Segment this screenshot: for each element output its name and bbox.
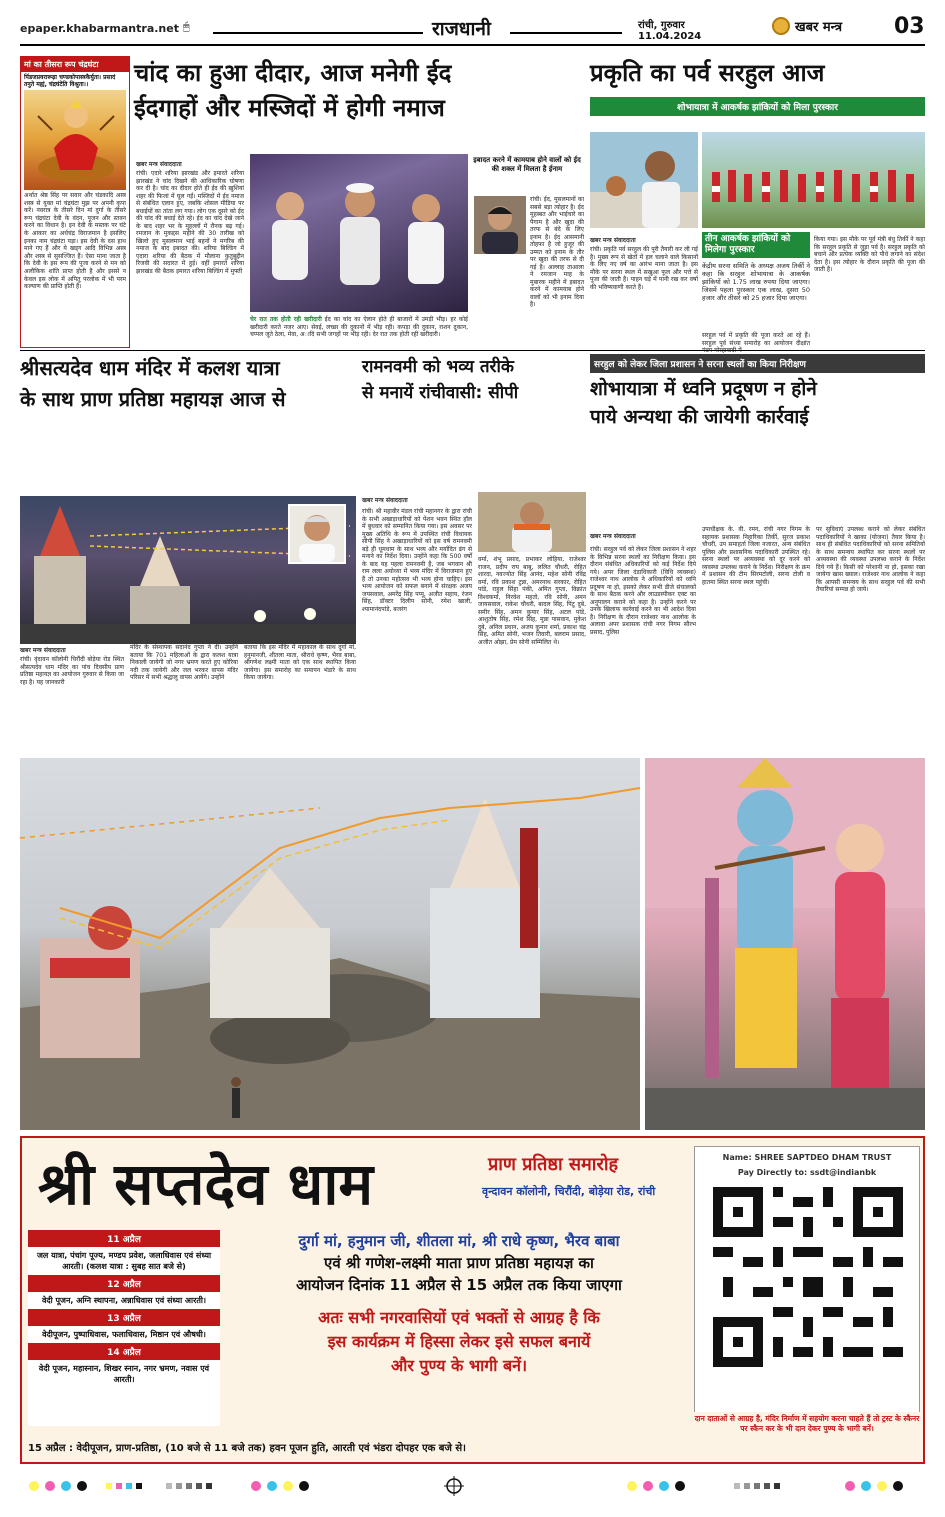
- eid-children-illustration: [250, 154, 468, 312]
- eid-market-text: ईद का चांद का ऐलान होते ही बाजारों में उमड़ी भीड़। हर कोई खरीदारी करते नजर आए। सेवई, लच्छा की दुकानों में भीड़ रही। कपड़ा की दुकान, राशन दुकान, चप्पल जूते ठेला, मेवा, अादि सभी जगहों पर भीड़ रही। देर रात तक होती रही खरीदारी।: [250, 316, 468, 338]
- event-day-4-date: 14 अप्रैल: [28, 1343, 220, 1360]
- sarhul-col2: किया गया। इस मौके पर पूर्व मंत्री बंधु तिर्की ने कहा कि सरहुल प्रकृति से जुड़ा पर्व है। सरहुल प्रकृति को बचाने और प्रत्येक व्यक्ति को पौधे लगाने का संदेश देता है। इस त्योहार के दौरान प्रकृति की पूजा की जाती है।: [814, 236, 925, 273]
- qr-name: Name: SHREE SAPTDEO DHAM TRUST: [722, 1153, 892, 1162]
- ram-headline-2[interactable]: से मनायें रांचीवासी: सीपी: [362, 383, 519, 403]
- event-day-2-date: 12 अप्रैल: [28, 1275, 220, 1292]
- header-date: 11.04.2024: [638, 31, 702, 42]
- temple-complex-illustration: [20, 758, 640, 1130]
- krishna-photo: [645, 758, 925, 1130]
- eid-col1: रांची। एदारे शरिया झारखंड और इमारते शरिया झारखंड ने चांद दिखने की आधिकारिक घोषणा कर दी है। चांद का दीदार होते ही ईद की खुशियां शहर की फिजां में घुल गईं। मस्जिदों में ईद नमाज से संबंधित एलान हुए, जबकि शोसल मीडिया पर बधाईयों का तांता लग गया। लोग एक दूसरे को ईद की चांद की बधाई देते रहे। ईद का चांद देखे जाने के बाद शहर भर के मुहल्लों में रौनक बढ़ गई। रमजान के मुकद्दस महीने की 30 तारीख को खिल्ते हुए मुसलमान भाई बहनों ने मगरिब की नमाज के बाद इबादत की। शरिया बिल्डिंग में एदारा शरिया की बैठक में मौलाना कुतुबुद्दीन रिजवी की सदारत में हुई। वहीं इमारते शरिया झारखंड की बैठक इमारत शरिया बिल्डिंग में मुफ्ती: [136, 170, 244, 275]
- event-day-3: [28, 1309, 220, 1343]
- dancers-illustration: [702, 132, 925, 228]
- pollution-col2: उपाधीक्षक के. वी. रमन, रांची नगर निगम के सहायक प्रशासक निहारिका तिर्की, सुरज प्रकाश चौधरी, उप समाहर्ता जिला नजारत, अन्य संबंधित पुलिस और प्रशासनिक पदाधिकारी उपस्थित रहे। सरना स्थलों पर अव्यवस्था को दूर करने को व्यवस्था उपलब्ध कराने के निर्देश। निरीक्षण के क्रम में प्रशासन की टीम सिरमटोली, सरना टोली व हातमा स्थित सरना स्थल पहुंची।: [702, 526, 810, 586]
- durga-column: [20, 56, 130, 348]
- eid-headline-2[interactable]: ईदगाहों और मस्जिदों में होगी नमाज: [134, 94, 445, 122]
- pollution-kicker: सरहुल को लेकर जिला प्रशासन ने सरना स्थलों का किया निरीक्षण: [590, 354, 925, 373]
- durga-image: [24, 90, 126, 190]
- founder-portrait-illustration: [290, 506, 344, 562]
- qr-code-icon[interactable]: [713, 1187, 903, 1367]
- ram-headline-1[interactable]: रामनवमी को भव्य तरीके: [362, 357, 514, 377]
- kalash-col2: मंदिर के संस्थापक सदानंद गुप्ता ने दी। उन्होंने बताया कि 701 महिलाओं के द्वारा कलश यात्रा निकाली जायेगी जो नगर भ्रमण करते हुए कोरिया नदी तक जायेगी और जल भरकर वापस मंदिर परिसर में सभी श्रद्धालु वापस आयेंगे। उन्होंने: [130, 644, 238, 681]
- kalash-headline-1-text: श्रीसत्यदेव धाम मंदिर में कलश यात्रा: [20, 356, 280, 380]
- ramnavami-story: [362, 354, 586, 750]
- durga-mantra: पिंडजप्रवरारूढ़ा चण्डकोपास्त्रकैर्युता। प्रसादं तनुते मह्यं, चंद्रघंटेति विश्रुता।।: [24, 74, 116, 88]
- ad-body-line-2: एवं श्री गणेश-लक्ष्मी माता प्राण प्रतिष्ठा महायज्ञ का: [324, 1254, 594, 1272]
- pollution-headline-2[interactable]: पाये अन्यथा की जायेगी कार्रवाई: [590, 406, 809, 428]
- ad-appeal-line-1: अतः सभी नगरवासियों एवं भक्तों से आग्रह है कि: [318, 1308, 600, 1327]
- ad-body-line-3: आयोजन दिनांक 11 अप्रैल से 15 अप्रैल तक किया जाएगा: [296, 1276, 622, 1294]
- event-day-4: [28, 1343, 220, 1388]
- ad-appeal-line-2: इस कार्यक्रम में हिस्सा लेकर इसे सफल बनायें: [327, 1332, 591, 1351]
- ad-title[interactable]: श्री सप्तदेव धाम: [38, 1150, 374, 1218]
- eid-side-head: इबादत करने में कामयाब होने वालों को ईद की शक्ल में मिलता है ईनाम: [473, 156, 581, 173]
- sarhul-col3: सरहुल पर्व में प्रकृति की पूजा करते आ रहे हैं। सरहुल पूर्व संध्या समारोह का आयोजन दीक्षांत: [702, 332, 810, 347]
- ad-footer: 15 अप्रैल : वेदीपूजन, प्राण-प्रतिष्ठा, (10 बजे से 11 बजे तक) हवन पूजन हुति, आरती एवं भंडरा दोपहर एक बजे से।: [28, 1443, 466, 1454]
- qr-pay: Pay Directly to: ssdt@indianbk: [737, 1168, 877, 1177]
- eid-photo: [250, 154, 468, 312]
- page-number: 03: [894, 14, 925, 39]
- kalash-col3: बताया कि इस मंदिर में महाकाल के साथ दुर्गा मां, हनुमानजी, शीतला माता, श्रीराधे कृष्ण, भैरव बाबा, श्रीगणेश लक्ष्मी माता को एक साथ स्थापित किया जायेगा। इस समारोह का समापन भंडारे के साथ किया जायेगा।: [244, 644, 356, 681]
- event-day-2: [28, 1275, 220, 1309]
- eid-story: [134, 56, 584, 348]
- kalash-byline: खबर मन्त्र संवाददाता: [20, 647, 66, 654]
- cp-singh-illustration: [478, 492, 586, 552]
- ad-appeal-line-3: और पुण्य के भागी बनें।: [390, 1356, 528, 1375]
- ad-donation: दान दाताओं से आग्रह है, मंदिर निर्माण में सहयोग करना चाहते हैं तो ट्रस्ट के स्कैनर पर स्कैन कर के भी दान देकर पुण्य के भागी बनें।: [694, 1414, 920, 1433]
- ram-photo: [478, 492, 586, 552]
- ram-byline: खबर मन्त्र संवाददाता: [362, 497, 408, 504]
- ad-body: [228, 1230, 690, 1378]
- kalash-story: [20, 354, 356, 750]
- event-day-3-date: 13 अप्रैल: [28, 1309, 220, 1326]
- pollution-headline-1[interactable]: शोभायात्रा में ध्वनि प्रदूषण न होने: [590, 378, 817, 400]
- kalash-portrait: [288, 504, 346, 564]
- eid-women: [250, 318, 468, 348]
- event-day-1: [28, 1230, 220, 1275]
- section-title: राजधानी: [432, 18, 491, 40]
- pollution-byline: खबर मन्त्र संवाददाता: [590, 533, 636, 540]
- kalash-col1: रांची। वृंदावन कॉलोनी चिरौंदी बोड़ेया रोड स्थित श्रीसत्यदेव धाम मंदिर का पांच दिवसीय प्राण प्रतिष्ठा महायज्ञ का आयोजन गुरुवार से किया जा रहा है। यह जानकारी: [20, 656, 124, 686]
- sarhul-box-head: तीन आकर्षक झांकियों को मिलेगा पुरस्कार: [702, 232, 810, 258]
- kalash-headline-2[interactable]: के साथ प्राण प्रतिष्ठा महायज्ञ आज से: [20, 387, 286, 411]
- temple-photo: [20, 758, 640, 1130]
- brand-logo: [772, 17, 790, 35]
- cursor-icon: 🖱: [183, 20, 190, 33]
- ad-qr-panel: [694, 1146, 920, 1422]
- pollution-col1: रांची। सरहुल पर्व को लेकर जिला प्रशासन ने शहर के विभिन्न सरना स्थलों का निरीक्षण किया। इस दौरान संबंधित अधिकारियों को कई निर्देश दिये गये। अपर जिला दंडाधिकारी (विधि व्यवस्था) राजेश्वर नाथ आलोक ने अधिकारियों को ध्वनि प्रदूषण ना हो, इसको लेकर सभी डीजे संचालकों के साथ बैठक करने और लाउडस्पीकर एक्ट का अनुपालन कराने को कहा है। उन्होंने करने पर उनके खिलाफ कार्रवाई करने का भी आदेश दिया है। निरीक्षण के दौरान राजेश्वर नाथ आलोक के अलावा अपर प्रशासक रांची नगर निगम सौरभ प्रसाद, पुलिस: [590, 546, 696, 636]
- ram-col1: रांची। श्री महावीर मंडल रांची महानगर के द्वारा रांची के सभी अखाड़ाधारियों को पेंशन भवन स्थित हॉल में बुधवार को सम्मानित किया गया। इस अवसर पर मुख्य अतिथि के रूप में उपस्थित रांची विधायक सीपी सिंह ने अखाड़ाधारियों को इस वर्ष रामनवमी बड़े ही धूमधाम के साथ भव्य और मर्यादित ढंग से मनाने का निर्देश दिया। उन्होंने कहा कि 500 वर्षों के बाद यह पहला रामनवमी है, जब भगवान श्री राम लला अयोध्या में भव्य मंदिर में विराजमान हुए हैं तो उनका महोत्सव भी भव्य होना चाहिए। इस भव्य आयोजन को सफल बनाने में संरक्षक अजय जयसवाल, अमरेंद्र सिंह पप्पू, अजीत सहाय, रंजन सिंह, डॉक्टर दिलीप सोनी, रमेश खाली, श्यामानंदपांडे, बजरंग: [362, 508, 472, 613]
- sarhul-col1: रांची। प्रकृति पर्व सरहुल की पूरी तैयारी कर ली गई है। मुख्य रूप से खेतों में हल चलाने वाले किसानों के लिए नए वर्ष का आरंभ माना जाता है। इस मौके पर सरना स्थल में सखुआ फूल और पत्ते से पूजा की जाती है। पाहन घड़े में पानी रख कर वर्षा की भविष्यवाणी करते हैं।: [590, 246, 698, 291]
- radha-krishna-illustration: [645, 758, 925, 1130]
- event-day-1-text: जल यात्रा, पंचांग पूज्य, मण्डप प्रवेश, जलाधिवास एवं संध्या आरती। (कलश यात्रा : सुबह सात बजे से): [36, 1251, 212, 1271]
- sarhul-box-text: केंद्रीय सरना समिति के अध्यक्ष अजय तिर्की ने कहा कि सरहुल शोभायात्रा के आकर्षक झांकियों को 1.75 लाख रुपया दिया जाएगा। जिसमें पहला पुरस्कार एक लाख, दूसरा 50 हजार और तीसरे को 25 हजार दिया जाएगा।: [702, 262, 810, 302]
- eid-caption-1: चेर रात तक होती रही खरीदारी: [250, 316, 322, 323]
- sarhul-headline[interactable]: प्रकृति का पर्व सरहुल आज: [590, 59, 825, 87]
- eid-side-text: रांची। ईद, मुसलमानों का सबसे बड़ा त्योहार है। ईद मुहब्बत और भाईचारे का पैगाम है और खुदा की तरफ से बंदे के लिए इनाम है। ईद आसमानी तोहफा है जो हुजूर की उम्मत को इनाम के तौर पर खुदा की तरफ से दी गई है। अल्लाह ताआला ने रमजान माह के मुबारक महीने में इबादत करने में कामयाब होने वालों को भी इनाम दिया है।: [530, 196, 584, 308]
- color-registration-icon: [20, 1476, 925, 1496]
- elder-man-illustration: [590, 132, 698, 228]
- temple-ad: [20, 1136, 925, 1464]
- ad-address: वृन्दावन कॉलोनी, चिरौंदी, बोड़ेया रोड, रांची: [482, 1185, 656, 1198]
- registration-marks: [20, 1476, 925, 1496]
- ram-col2: वर्मा, शंभू प्रसाद, प्रभाकर लोहिया, राजेश्वर राजन, प्रदीप राय बाबू, ललित चौधरी, रोहित शारदा, नवज्योत सिंह आनंद, महेश सोनी रविंद्र वर्मा, रवि प्रकाश टुन्ना, अमरनाथ सरकार, रोहित पांडे, राहुल सिंहा पंकी, अमित गुप्ता, विक्रांत विश्वकर्मा, निरवेश महतो, रवि सोनी, अमन जायसवाल, राकेश चौधरी, बादल सिंह, पिंटू दुबे, समीर सिंह, अमन कुमार सिंह, अटल पांडे, आशुतोष सिंह, रमेश सिंह, मुन्ना पासवान, मुकेश दुबे, अनिल प्रधान, अजय कुमार शर्मा, प्रकाश चंद्र सिंह, अमित सोनी, भजन तिवारी, बलराम प्रसाद, अजीत ओझा, प्रेम सोनी सम्मिलित थे।: [478, 556, 586, 646]
- event-day-4-text: वेदी पूजन, महास्नान, शिखर स्नान, नगर भ्रमण, नवास एवं आरती।: [38, 1364, 210, 1384]
- goddess-illustration: [24, 90, 128, 190]
- pollution-col3: पर सुविधाएं उपलब्ध कराने को लेकर संबंधित पदाधिकारियों ने खाका (योजना) तैयार किया है। साथ ही संबंधित पदाधिकारियों को सरना समितियों के साथ समन्वय स्थापित कर सरना स्थलों पर अव्यवस्था की व्यवस्था उपलब्ध कराने के निर्देश दिये गये हैं। किसी को परेशानी ना हो, इसका रखा जायेगा खास ख्याल। राजेश्वर नाथ आलोक ने कहा कि आपसी समन्वय के साथ सरहुल पर्व की सभी तैयारियां सम्पन्न हो जाये।: [816, 526, 925, 593]
- site-url[interactable]: epaper.khabarmantra.net: [20, 22, 179, 35]
- event-day-1-date: 11 अप्रैल: [28, 1230, 220, 1247]
- eid-byline: खबर मन्त्र संवाददाता: [136, 161, 182, 168]
- sarhul-byline: खबर मन्त्र संवाददाता: [590, 237, 636, 244]
- header-city-day: रांची, गुरुवार: [638, 20, 685, 31]
- kalash-headline-1[interactable]: [20, 354, 356, 381]
- sarhul-ribbon: शोभायात्रा में आकर्षक झांकियों को मिला पुरस्कार: [590, 97, 925, 116]
- event-day-3-text: वेदीपूजन, पुष्पाधिवास, फलाधिवास, मिष्ठान एवं औषधी।: [42, 1330, 206, 1339]
- eid-headline-1[interactable]: चांद का हुआ दीदार, आज मनेगी ईद: [134, 59, 452, 87]
- durga-title: मां का तीसरा रूप चंद्रघंटा: [21, 57, 129, 72]
- ad-subtitle: प्राण प्रतिष्ठा समारोह: [488, 1154, 619, 1175]
- durga-body: अर्थात श्रेष्ठ सिंह पर सवार और चंडकादि अस्त्र शस्त्र से युक्त मां चंद्रघंटा मुझ पर अपनी कृपा करें। नवरात्र के तीसरे दिन मां दुर्गा के तीसरे रूप चंद्रघंटा देवी के वंदन, पूजन और स्तवन करने का विधान है। इन देवी के मस्तक पर घंटे के आकार का अर्धचंद्र विराजमान है इसलिए इनका नाम चंद्रघंटा पड़ा। इस देवी के दस हाथ माने गए हैं और ये खड्ग आदि विभिन्न अस्त्र और शस्त्र से सुसज्जित हैं। ऐसा माना जाता है कि देवी के इस रूप की पूजा करने से मन को अलौकिक शांति प्राप्त होती है और इससे न केवल इस लोक में अपितु परलोक में भी परम कल्याण की प्राप्ति होती है।: [24, 192, 126, 291]
- brand-name: खबर मन्त्र: [795, 20, 843, 35]
- eid-side-portrait: [474, 196, 526, 254]
- sarhul-photo-1: [590, 132, 698, 228]
- pollution-story: [590, 354, 925, 750]
- masthead: [20, 14, 925, 48]
- sarhul-story: [590, 56, 925, 348]
- ad-body-line-1: दुर्गा मां, हनुमान जी, शीतला मां, श्री राधे कृष्ण, भैरव बाबा: [298, 1232, 620, 1250]
- event-day-2-text: वेदी पूजन, अग्नि स्थापना, अन्नाधिवास एवं संध्या आरती।: [41, 1296, 207, 1305]
- sarhul-photo-2: [702, 132, 925, 228]
- ad-events: [28, 1230, 220, 1426]
- man-portrait-illustration: [474, 196, 526, 254]
